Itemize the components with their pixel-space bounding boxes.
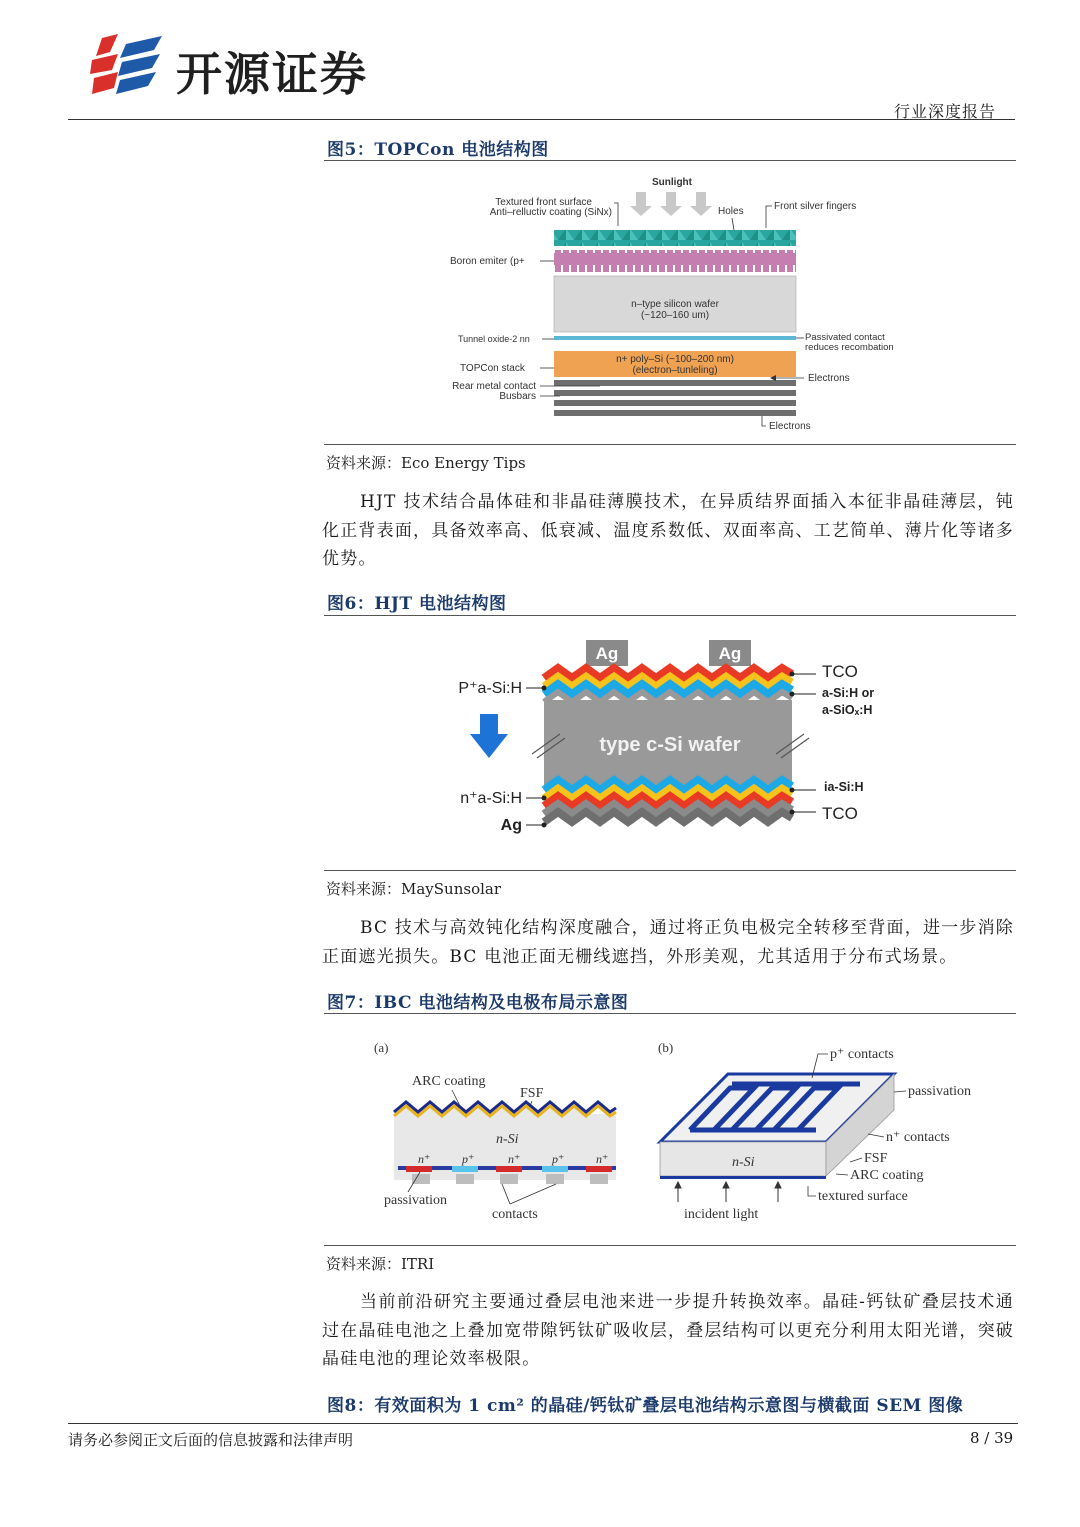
incident-light-label: incident light	[684, 1207, 759, 1222]
rear-metal-label: Rear metal contact	[452, 381, 536, 392]
contacts-a-label: contacts	[492, 1207, 538, 1222]
wafer-label: type c-Si wafer	[599, 734, 741, 756]
figure6-top-rule	[324, 615, 1016, 616]
p-asi-label: P⁺a-Si:H	[458, 680, 522, 697]
wafer-label-2: (~120–160 um)	[640, 310, 710, 321]
boron-layer	[554, 250, 796, 272]
nsi-b-label: n-Si	[732, 1155, 755, 1170]
page-number: 8 / 39	[970, 1429, 1014, 1447]
figure5-top-rule	[324, 160, 1016, 161]
sunlight-arrows	[630, 192, 712, 216]
panel-b-label: (b)	[658, 1040, 674, 1055]
tunnel-label: Tunnel oxide-2 nn	[458, 334, 530, 344]
figure7-source: 资料来源：ITRI	[326, 1255, 435, 1273]
ia-si-label: ia-Si:H	[824, 780, 864, 794]
figure7-bottom-rule	[324, 1245, 1016, 1246]
footer-disclaimer: 请务必参阅正文后面的信息披露和法律声明	[68, 1431, 354, 1449]
header	[0, 0, 1080, 122]
nplus-3-label: n⁺	[596, 1152, 609, 1166]
wafer-label-1: n–type silicon wafer	[631, 299, 719, 310]
down-arrow-icon	[470, 714, 508, 758]
boron-label: Boron emiter (p+	[450, 256, 525, 267]
brand-logo-icon	[88, 34, 168, 96]
panel-a-label: (a)	[374, 1040, 389, 1055]
ncontacts-label: n⁺ contacts	[886, 1130, 950, 1145]
figure7-title: 图7：IBC 电池结构及电极布局示意图	[327, 993, 629, 1013]
poly-label-2: (electron–tunleling)	[632, 365, 718, 376]
ag-top-label-1: Ag	[595, 644, 619, 663]
n-asi-label: n⁺a-Si:H	[460, 790, 522, 807]
busbars-label: Busbars	[499, 391, 536, 402]
figure6-bottom-rule	[324, 870, 1016, 871]
footer-rule	[68, 1423, 1018, 1424]
pplus-1-label: p⁺	[462, 1152, 475, 1166]
paragraph-tandem: 当前前沿研究主要通过叠层电池来进一步提升转换效率。晶硅-钙钛矿叠层技术通过在晶硅电池之上叠加宽带隙钙钛矿吸收层，叠层结构可以更充分利用太阳光谱，突破晶硅电池的理论效率极限。	[322, 1292, 1014, 1369]
electrons-label-1: Electrons	[808, 373, 850, 384]
figure8-title: 图8：有效面积为 1 cm² 的晶硅/钙钛矿叠层电池结构示意图与横截面 SEM 图像	[327, 1396, 964, 1416]
report-type: 行业深度报告	[894, 102, 997, 121]
ag-bottom-label: Ag	[500, 817, 522, 834]
passivation-b-label: passivation	[908, 1084, 971, 1099]
paragraph-hjt: HJT 技术结合晶体硅和非晶硅薄膜技术，在异质结界面插入本征非晶硅薄层，钝化正背表面，具备效率高、低衰减、温度系数低、双面率高、工艺简单、薄片化等诸多优势。	[322, 492, 1014, 569]
arc-a-label: ARC coating	[412, 1074, 486, 1089]
fsf-a-label: FSF	[520, 1086, 544, 1101]
hjt-diagram	[440, 630, 900, 860]
arc-layer	[554, 230, 796, 246]
header-rule	[68, 119, 1015, 120]
textured-label-2: Anti–relluctiv coating (SiNx)	[489, 207, 612, 218]
nplus-2-label: n⁺	[508, 1152, 521, 1166]
tco-bottom-label: TCO	[822, 804, 858, 823]
topcon-diagram	[430, 170, 930, 438]
topcon-stack-label: TOPCon stack	[460, 363, 525, 374]
figure5-title: 图5：TOPCon 电池结构图	[327, 140, 549, 160]
ag-top-label-2: Ag	[718, 644, 742, 663]
figure7-top-rule	[324, 1013, 1016, 1014]
pplus-2-label: p⁺	[552, 1152, 565, 1166]
asi-or-label-1: a-Si:H or	[822, 686, 875, 700]
tunnel-layer	[554, 336, 796, 340]
nsi-a-label: n-Si	[496, 1132, 519, 1147]
paragraph-bc: BC 技术与高效钝化结构深度融合，通过将正负电极完全转移至背面，进一步消除正面遮光损失。BC 电池正面无栅线遮挡，外形美观，尤其适用于分布式场景。	[322, 918, 1014, 967]
fsf-b-label: FSF	[864, 1151, 888, 1166]
front-fingers-label: Front silver fingers	[774, 201, 857, 212]
nplus-1-label: n⁺	[418, 1152, 431, 1166]
sunlight-label: Sunlight	[652, 177, 692, 188]
asi-or-label-2: a-SiOₓ:H	[822, 703, 873, 717]
holes-label: Holes	[718, 206, 744, 217]
figure5-source: 资料来源：Eco Energy Tips	[326, 454, 526, 472]
brand-name: 开源证券	[176, 47, 368, 101]
tco-top-label: TCO	[822, 662, 858, 681]
pcontacts-label: p⁺ contacts	[830, 1047, 894, 1062]
passivation-a-label: passivation	[384, 1193, 447, 1208]
textured-label-1: Textured front surface	[495, 197, 592, 208]
electrons-label-2: Electrons	[769, 421, 811, 432]
textured-label: textured surface	[818, 1189, 908, 1204]
incident-light-arrows	[675, 1182, 781, 1202]
figure6-title: 图6：HJT 电池结构图	[327, 594, 507, 614]
poly-label-1: n+ poly–Si (~100–200 nm)	[616, 354, 734, 365]
arc-b-label: ARC coating	[850, 1168, 924, 1183]
figure5-bottom-rule	[324, 444, 1016, 445]
figure6-source: 资料来源：MaySunsolar	[326, 880, 502, 898]
passivated-label-2: reduces recombation	[805, 342, 894, 353]
passivated-label-1: Passivated contact	[805, 332, 885, 343]
ibc-diagram	[360, 1030, 1000, 1230]
